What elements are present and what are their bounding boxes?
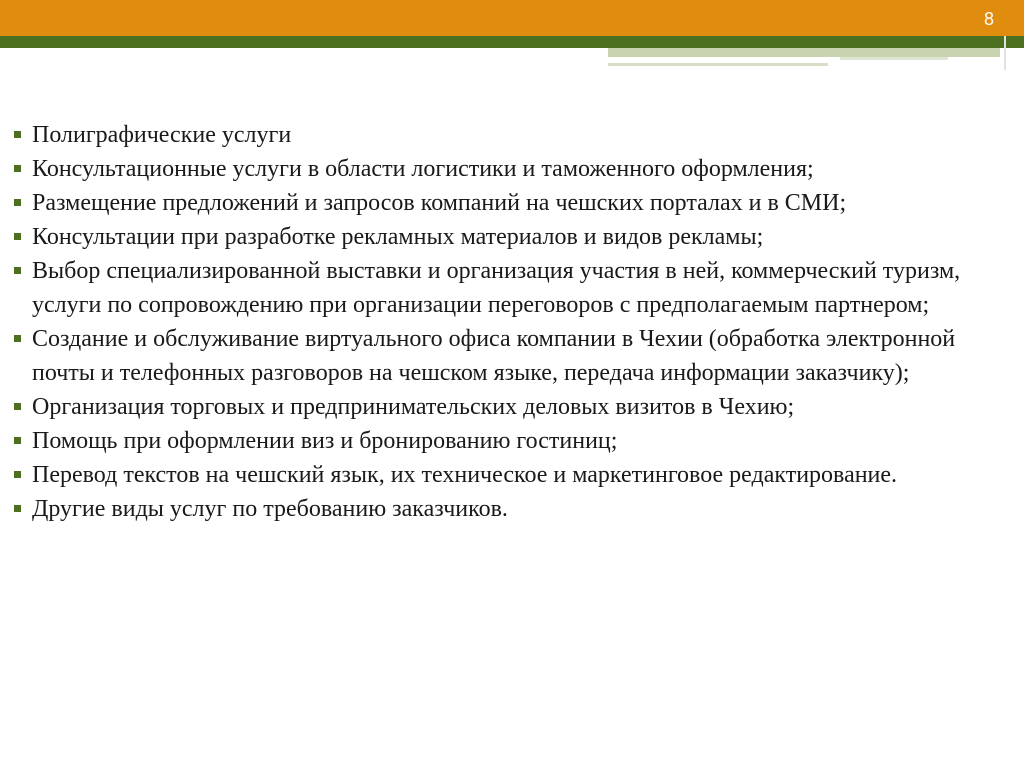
square-bullet-icon: [14, 233, 21, 240]
list-item-text: Помощь при оформлении виз и бронированию гостиниц;: [32, 428, 618, 454]
square-bullet-icon: [14, 199, 21, 206]
header-pale-line-short: [840, 57, 948, 60]
list-item-text: Другие виды услуг по требованию заказчиков.: [32, 496, 508, 522]
square-bullet-icon: [14, 335, 21, 342]
list-item-text: Создание и обслуживание виртуального офиса компании в Чехии (обработка электронной почты и телефонных разговоров на чешском языке, передача информации заказчику);: [32, 326, 956, 386]
square-bullet-icon: [14, 505, 21, 512]
slide-number: 8: [983, 9, 994, 29]
square-bullet-icon: [14, 403, 21, 410]
list-item: [12, 220, 1017, 254]
square-bullet-icon: [14, 471, 21, 478]
list-item-text: Консультации при разработке рекламных материалов и видов рекламы;: [32, 224, 764, 250]
list-item-text: Размещение предложений и запросов компаний на чешских порталах и в СМИ;: [32, 190, 847, 216]
list-item-text: Полиграфические услуги: [32, 122, 292, 148]
list-item: [12, 322, 1017, 390]
list-item: [12, 118, 1017, 152]
list-item: [12, 152, 1017, 186]
header-orange-band: [0, 0, 1024, 36]
header-pale-band: [608, 48, 1000, 57]
list-item: [12, 390, 1017, 424]
list-item-text: Консультационные услуги в области логистики и таможенного оформления;: [32, 156, 814, 182]
header-divider-line: [1004, 36, 1006, 70]
list-item: [12, 424, 1017, 458]
header-green-band: [0, 36, 1024, 48]
square-bullet-icon: [14, 437, 21, 444]
square-bullet-icon: [14, 267, 21, 274]
list-item-text: Перевод текстов на чешский язык, их техническое и маркетинговое редактирование.: [32, 462, 898, 488]
services-list: [12, 118, 1017, 526]
square-bullet-icon: [14, 131, 21, 138]
list-item: [12, 458, 1017, 492]
list-item: [12, 186, 1017, 220]
list-item-text: Организация торговых и предпринимательских деловых визитов в Чехию;: [32, 394, 795, 420]
list-item: [12, 492, 1017, 526]
header-pale-line: [608, 63, 828, 66]
square-bullet-icon: [14, 165, 21, 172]
list-item: [12, 254, 1017, 322]
list-item-text: Выбор специализированной выставки и организация участия в ней, коммерческий туризм, услуги по сопровождению при организации переговоров с предполагаемым партнером;: [32, 258, 961, 318]
